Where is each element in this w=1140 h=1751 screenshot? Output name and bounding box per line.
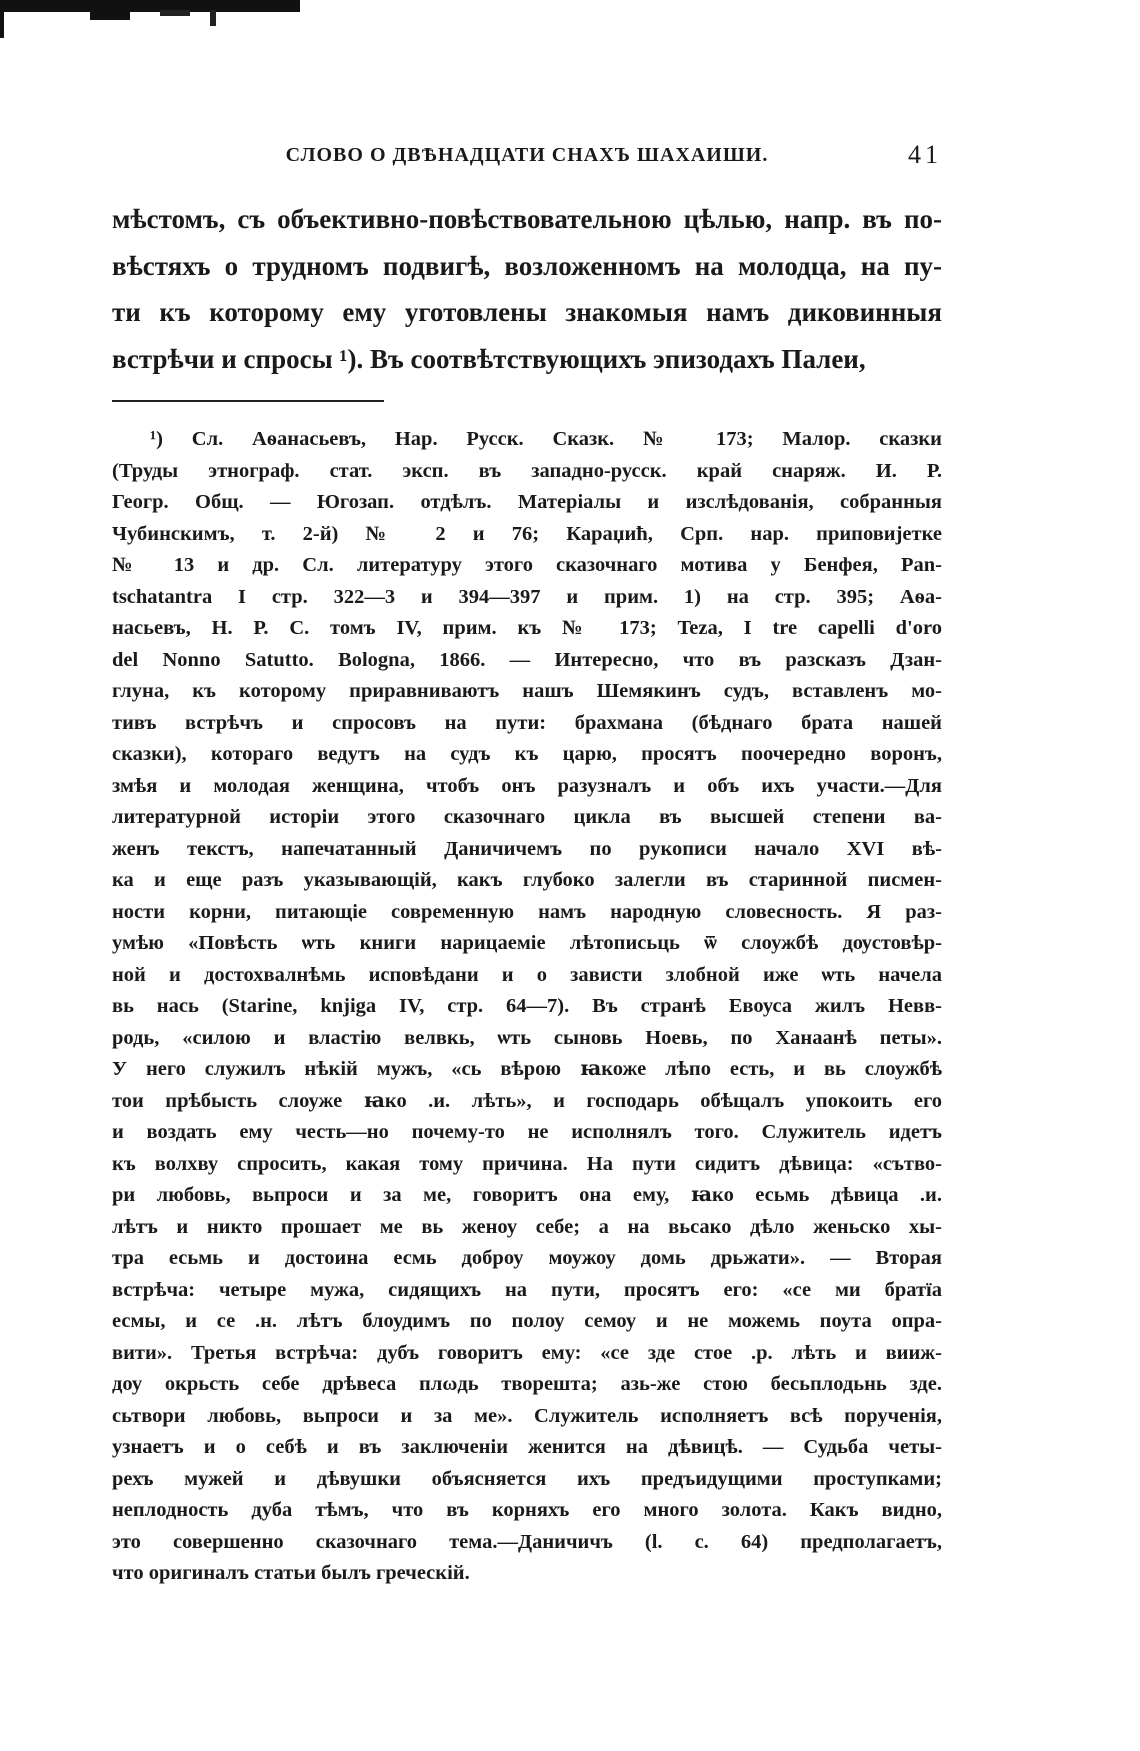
footnote-rule [112,400,384,402]
body-line: мѣстомъ, съ объективно-повѣствовательною цѣлью, напр. въ по- [112,204,942,234]
running-header [112,140,942,178]
footnote-line: Геогр. Общ. — Югозап. отдѣлъ. Матеріалы и изслѣдованія, собранныя [112,491,942,513]
footnote-line: Чубинскимъ, т. 2-й) № 2 и 76; Караџић, Срп. нар. приповиjетке [112,522,942,545]
footnote-line: лѣтъ и никто прошает ме вь женоу себе; а на вьсако дѣло женьско хы- [112,1215,942,1238]
footnote-line: женъ текстъ, напечатанный Даничичемъ по рукописи начало XVI вѣ- [112,837,942,860]
footnote-line: встрѣча: четыре мужа, сидящихъ на пути, просятъ его: «се ми братїа [112,1278,942,1301]
footnote-line: и воздать ему честь—но почему-то не исполнялъ того. Служитель идетъ [112,1121,942,1143]
footnote-line: насьевъ, Н. Р. С. томъ IV, прим. къ № 173; Teza, I tre capelli d'oro [112,617,942,639]
footnote-line: глуна, къ которому приравниваютъ нашъ Шемякинъ судъ, вставленъ мо- [112,680,942,702]
page-number: 41 [908,140,942,169]
footnote-line: къ волхву спросить, какая тому причина. На пути сидитъ дѣвица: «сътво- [112,1152,942,1175]
footnote-line: ной и достохвалнѣмь исповѣдани и о зависти злобной иже ѡть начела [112,963,942,986]
footnote-line: del Nonno Satutto. Bologna, 1866. — Интересно, что въ разсказъ Дзан- [112,648,942,671]
footnote-line: tschatantra I стр. 322—3 и 394—397 и прим. 1) на стр. 395; Аѳа- [112,585,942,608]
footnote-line: доу окрьсть себе дрѣвеса плωдь творешта; азь-же стою бесьплодьнь зде. [112,1373,942,1395]
scan-edge-artifact [0,0,300,40]
footnote-line: тои прѣбысть слоуже ꙗко .и. лѣть», и господарь обѣщалъ упокоить его [112,1089,942,1112]
footnote-line: тивъ встрѣчъ и спросовъ на пути: брахмана (бѣднаго брата нашей [112,711,942,734]
body-line: встрѣчи и спросы ¹). Въ соотвѣтствующихъ эпизодахъ Палеи, [112,343,866,374]
body-line: вѣстяхъ о трудномъ подвигѣ, возложенномъ на молодца, на пу- [112,250,942,281]
footnote-line: умѣю «Повѣсть ѡть книги нарицаеміе лѣтописьць ѿ слоужбѣ дѹстовѣр- [112,932,942,954]
footnote-line: вь нась (Starine, knjiga IV, стр. 64—7). Въ странѣ Евоуса жилъ Невв- [112,995,942,1017]
footnote-line: вити». Третья встрѣча: дубъ говоритъ ему: «се зде стое .р. лѣть и вииж- [112,1341,942,1364]
body-text [112,196,942,382]
footnote-line: это совершенно сказочнаго тема.—Даничичъ (l. c. 64) предполагаетъ, [112,1530,942,1553]
running-title: СЛОВО О ДВѢНАДЦАТИ СНАХЪ ШАХАИШИ. [285,144,769,166]
footnote-line: что оригиналъ статьи былъ греческій. [112,1562,470,1584]
footnote-line: змѣя и молодая женщина, чтобъ онъ разузналъ и объ ихъ участи.—Для [112,774,942,797]
footnote-line: ¹) Сл. Аѳанасьевъ, Нар. Русск. Сказк. № 173; Малор. сказки [150,428,942,450]
footnote-line: неплодность дуба тѣмъ, что въ корняхъ его много золота. Какъ видно, [112,1499,942,1521]
footnote-line: есмы, и се .н. лѣтъ блоудимъ по полоу семоу и не можемь поута опра- [112,1310,942,1332]
footnote-line: узнаетъ и о себѣ и въ заключеніи женится на дѣвицѣ. — Судьба четы- [112,1436,942,1458]
footnote-line: сьтвори любовь, вьпроси и за ме». Служитель исполняетъ всѣ порученія, [112,1404,942,1427]
footnote-line: литературной исторіи этого сказочнаго цикла въ высшей степени ва- [112,806,942,828]
footnote-line: тра есьмь и достоина есмь доброу моужоу домь дрьжати». — Вторая [112,1247,942,1269]
footnote-line: (Труды этнограф. стат. эксп. въ западно-русск. край снаряж. И. Р. [112,459,942,482]
footnote-line: ри любовь, вьпроси и за ме, говоритъ она ему, ꙗко есьмь дѣвица .и. [112,1184,942,1206]
footnote-line: У него служилъ нѣкій мужъ, «сь вѣрою ꙗкоже лѣпо есть, и вь слоужбѣ [112,1058,942,1080]
footnote-line: ности корни, питающіе современную намъ народную словесность. Я раз- [112,900,942,923]
footnote-line: сказки), котораго ведутъ на судъ къ царю, просятъ поочередно воронъ, [112,743,942,765]
footnote-line: рехъ мужей и дѣвушки объясняется ихъ предъидущими проступками; [112,1467,942,1490]
footnote-line: родь, «силою и властію велвкь, ѡть сыновь Ноевь, по Ханаанѣ петы». [112,1026,942,1049]
page [112,140,942,1590]
footnote-line: ка и еще разъ указывающій, какъ глубоко залегли въ старинной писмен- [112,869,942,891]
body-line: ти къ которому ему уготовлены знакомыя намъ диковинныя [112,297,942,327]
footnote-line: № 13 и др. Сл. литературу этого сказочнаго мотива у Бенфея, Pan- [112,554,942,576]
footnote [112,424,942,1590]
